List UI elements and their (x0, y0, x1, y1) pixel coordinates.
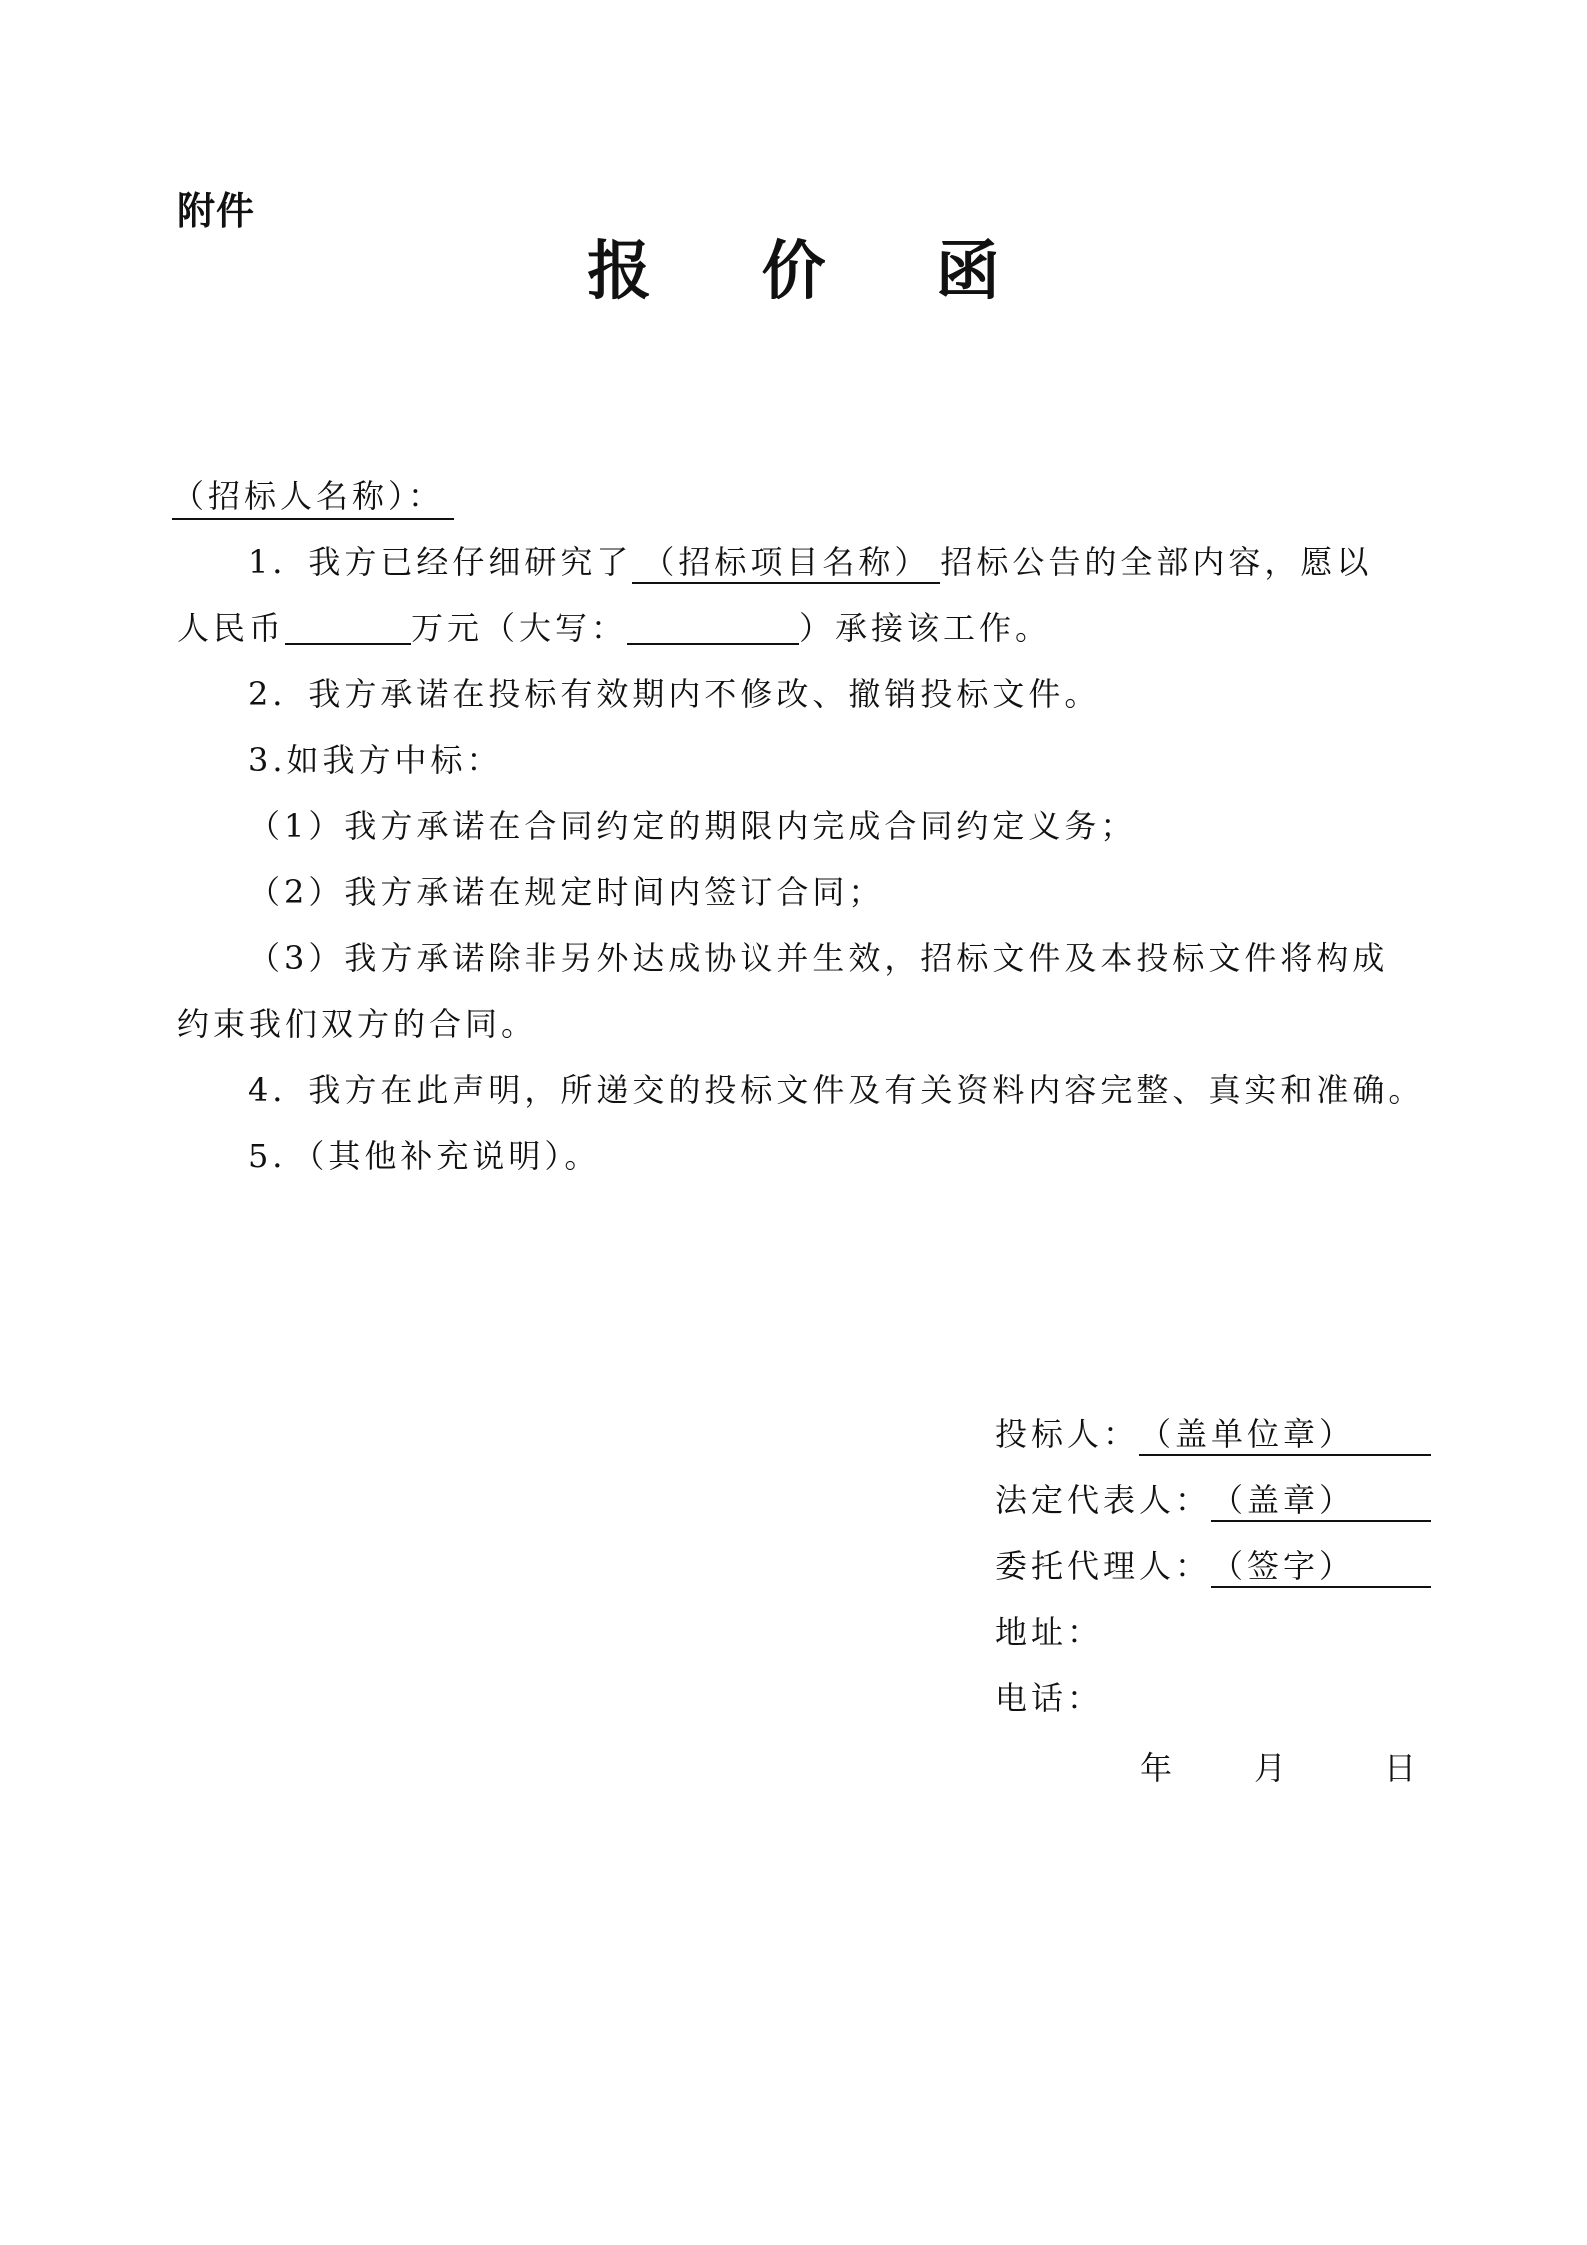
amount-uppercase-blank (627, 607, 799, 645)
paragraph-1-line-1 (177, 540, 1516, 584)
address-label: 地址： (995, 1613, 1104, 1651)
project-name-field: （招标项目名称） (632, 542, 940, 584)
month-label: 月 (1254, 1749, 1287, 1787)
amount-blank (285, 607, 411, 645)
paragraph-4: 4．我方在此声明，所递交的投标文件及有关资料内容完整、真实和准确。 (248, 1071, 1425, 1109)
legal-rep-seal-field: （盖章） (1211, 1480, 1431, 1522)
bidder-label: 投标人： (995, 1415, 1140, 1453)
day-label: 日 (1384, 1749, 1417, 1787)
agent-label: 委托代理人： (995, 1547, 1212, 1585)
attachment-label: 附件 (177, 189, 256, 233)
paragraph-1-line-2 (177, 606, 1445, 650)
legal-rep-line (995, 1478, 1431, 1522)
paragraph-3-3-line-2: 约束我们双方的合同。 (177, 1005, 538, 1043)
paragraph-1-end: ）承接该工作。 (799, 609, 1052, 647)
amount-unit-label: 万元（大写： (411, 609, 628, 647)
paragraph-1-prefix: 1．我方已经仔细研究了 (248, 543, 633, 581)
paragraph-1-suffix: 招标公告的全部内容，愿以 (940, 543, 1373, 581)
paragraph-3: 3.如我方中标： (248, 741, 503, 779)
bidder-line (995, 1412, 1431, 1456)
legal-rep-label: 法定代表人： (995, 1481, 1212, 1519)
paragraph-3-2: （2）我方承诺在规定时间内签订合同； (248, 873, 885, 911)
paragraph-3-1: （1）我方承诺在合同约定的期限内完成合同约定义务； (248, 807, 1137, 845)
bidder-seal-field: （盖单位章） (1139, 1414, 1431, 1456)
paragraph-2: 2．我方承诺在投标有效期内不修改、撤销投标文件。 (248, 675, 1101, 713)
paragraph-3-3-line-1: （3）我方承诺除非另外达成协议并生效，招标文件及本投标文件将构成 (248, 939, 1389, 977)
agent-signature-field: （签字） (1211, 1546, 1431, 1588)
document-title: 报 价 函 (587, 234, 1044, 309)
addressee-field: （招标人名称）： (172, 474, 454, 520)
paragraph-5: 5．（其他补充说明）。 (248, 1137, 601, 1175)
currency-label: 人民币 (177, 609, 286, 647)
phone-label: 电话： (995, 1679, 1104, 1717)
agent-line (995, 1544, 1431, 1588)
year-label: 年 (1140, 1749, 1173, 1787)
